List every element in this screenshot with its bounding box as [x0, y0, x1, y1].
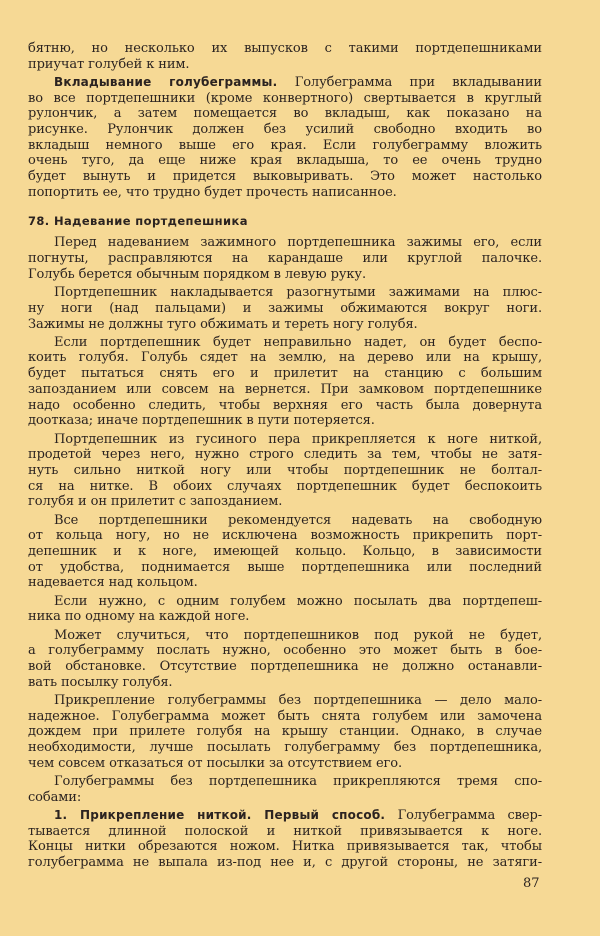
text-line [28, 41, 542, 57]
paragraph [28, 75, 542, 201]
text-line [28, 350, 542, 366]
line-text: Если портдепешник будет неправильно надет, он будет беспо- [54, 334, 542, 350]
paragraph [28, 693, 542, 771]
paragraph [28, 432, 542, 510]
line-text: депешник и к ноге, имеющей кольцо. Кольцо, в зависимости [28, 543, 542, 559]
line-text: погнуты, расправляются на карандаше или круглой палочке. [28, 251, 542, 267]
paragraph [28, 235, 542, 282]
line-text: запозданием или совсем на вернется. При замковом портдепешнике [28, 381, 542, 397]
line-text: доотказа; иначе портдепешник в пути потеряется. [28, 413, 375, 429]
line-text: Концы нитки обрезаются ножом. Нитка привязывается так, чтобы [28, 839, 542, 855]
line-text: продетой через него, нужно строго следить за тем, чтобы не затя- [28, 447, 542, 463]
line-text: а голубеграмму послать нужно, особенно это может быть в бое- [28, 643, 542, 659]
text-line [28, 494, 542, 510]
text-line [28, 628, 542, 644]
text-line [28, 185, 542, 201]
text-line [28, 366, 542, 382]
text-line [28, 75, 542, 91]
page-number: 87 [523, 876, 540, 891]
text-line [28, 724, 542, 740]
text-line [28, 301, 542, 317]
text-line [28, 528, 542, 544]
line-text: будет пытаться снять его и прилетит на станцию с большим [28, 366, 542, 382]
line-text: Портдепешник накладывается разогнутыми зажимами на плюс- [54, 285, 542, 301]
text-line [28, 398, 542, 414]
line-text: Голубеграммы без портдепешника прикрепляются тремя спо- [54, 773, 542, 789]
paragraph [28, 285, 542, 332]
line-text: надо особенно следить, чтобы верхняя его часть была довернута [28, 397, 542, 413]
line-text: Портдепешник из гусиного пера прикрепляется к ноге ниткой, [54, 431, 542, 447]
text-line [28, 479, 542, 495]
text-line [28, 91, 542, 107]
line-text: коить голубя. Голубь сядет на землю, на дерево или на крышу, [28, 350, 542, 366]
line-text: Голубеграмма при вкладывании [277, 74, 542, 90]
text-line [28, 824, 542, 840]
text-line [28, 285, 542, 301]
book-page [28, 41, 542, 873]
text-line [28, 432, 542, 448]
text-line [28, 560, 542, 576]
text-line [28, 153, 542, 169]
text-line [28, 447, 542, 463]
line-text: собами: [28, 789, 82, 805]
line-text: Голубь берется обычным порядком в левую руку. [28, 266, 366, 282]
line-text: Зажимы не должны туго обжимать и тереть ногу голубя. [28, 316, 418, 332]
text-line [28, 251, 542, 267]
text-line [28, 575, 542, 591]
text-line [28, 774, 542, 790]
line-text: очень туго, да еще ниже края вкладыша, то ее очень трудно [28, 153, 542, 169]
line-text: необходимости, лучше посылать голубеграмму без портдепешника, [28, 739, 542, 755]
paragraph [28, 628, 542, 691]
text-line [28, 839, 542, 855]
line-text: ну ноги (над пальцами) и зажимы обжимаются вокруг ноги. [28, 300, 542, 316]
paragraph [28, 335, 542, 429]
line-text: будет вынуть и придется выковыривать. Это может настолько [28, 169, 542, 185]
line-text: рулончик, а затем помещается во вкладыш, как показано на [28, 106, 542, 122]
line-text: голубеграмма не выпала из-под нее и, с другой стороны, не затяги- [28, 854, 542, 870]
line-text: Все портдепешники рекомендуется надевать на свободную [54, 512, 542, 528]
line-text: ся на нитке. В обоих случаях портдепешник будет беспокоить [28, 478, 542, 494]
text-line [28, 855, 542, 871]
line-text: тывается длинной полоской и ниткой привязывается к ноге. [28, 823, 542, 839]
text-line [28, 382, 542, 398]
text-line [28, 138, 542, 154]
text-line [28, 106, 542, 122]
text-section-attaching-message-holder [28, 235, 542, 870]
line-text: голубя и он прилетит с запозданием. [28, 494, 283, 510]
line-text: вой обстановке. Отсутствие портдепешника не должно останавли- [28, 658, 542, 674]
line-text: дождем при прилете голубя на крышу станции. Однако, в случае [28, 724, 542, 740]
line-text: чем совсем отказаться от посылки за отсутствием его. [28, 755, 403, 771]
text-line [28, 169, 542, 185]
line-text: ника по одному на каждой ноге. [28, 609, 250, 625]
line-text: вкладыш немного выше его края. Если голубеграмму вложить [28, 137, 542, 153]
line-text: надевается над кольцом. [28, 575, 198, 591]
line-text: надежное. Голубеграмма может быть снята голубем или замочена [28, 708, 542, 724]
line-text: Голубеграмма свер- [385, 807, 542, 823]
text-line [28, 413, 542, 429]
line-text: Если нужно, с одним голубем можно посылать два портдепеш- [54, 593, 542, 609]
bold-run-in-heading: 1. Прикрепление ниткой. Первый способ. [54, 807, 386, 822]
paragraph [28, 41, 542, 72]
text-line [28, 643, 542, 659]
text-line [28, 235, 542, 251]
line-text: от кольца ногу, но не исключена возможность прикрепить порт- [28, 528, 542, 544]
text-line [28, 675, 542, 691]
text-line [28, 709, 542, 725]
paragraph [28, 513, 542, 591]
text-line [28, 609, 542, 625]
text-line [28, 513, 542, 529]
text-line [28, 659, 542, 675]
line-text: бятню, но несколько их выпусков с такими портдепешниками [28, 41, 542, 56]
text-line [28, 335, 542, 351]
line-text: попортить ее, что трудно будет прочесть написанное. [28, 184, 397, 200]
line-text: Может случиться, что портдепешников под рукой не будет, [54, 627, 542, 643]
paragraph [28, 774, 542, 805]
text-line [28, 594, 542, 610]
line-text: от удобства, поднимается выше портдепешника или последний [28, 559, 542, 575]
line-text: во все портдепешники (кроме конвертного) свертывается в круглый [28, 90, 542, 106]
text-line [28, 544, 542, 560]
text-line [28, 790, 542, 806]
paragraph [28, 594, 542, 625]
bold-run-in-heading: Вкладывание голубеграммы. [54, 74, 278, 89]
text-line [28, 756, 542, 772]
line-text: рисунке. Рулончик должен без усилий свободно входить во [28, 122, 542, 138]
text-line [28, 317, 542, 333]
text-line [28, 267, 542, 283]
paragraph [28, 808, 542, 871]
line-text: нуть сильно ниткой ногу или чтобы портдепешник не болтал- [28, 462, 542, 478]
text-line [28, 57, 542, 73]
text-line [28, 693, 542, 709]
line-text: приучат голубей к ним. [28, 56, 190, 72]
line-text: Перед надеванием зажимного портдепешника зажимы его, если [54, 235, 542, 251]
line-text: Прикрепление голубеграммы без портдепешника — дело мало- [54, 692, 542, 708]
text-line [28, 740, 542, 756]
text-line [28, 808, 542, 824]
text-line [28, 122, 542, 138]
line-text: вать посылку голубя. [28, 674, 173, 690]
text-section-pigeongram-insertion [28, 41, 542, 200]
text-line [28, 463, 542, 479]
section-heading: 78. Надевание портдепешника [28, 214, 248, 229]
